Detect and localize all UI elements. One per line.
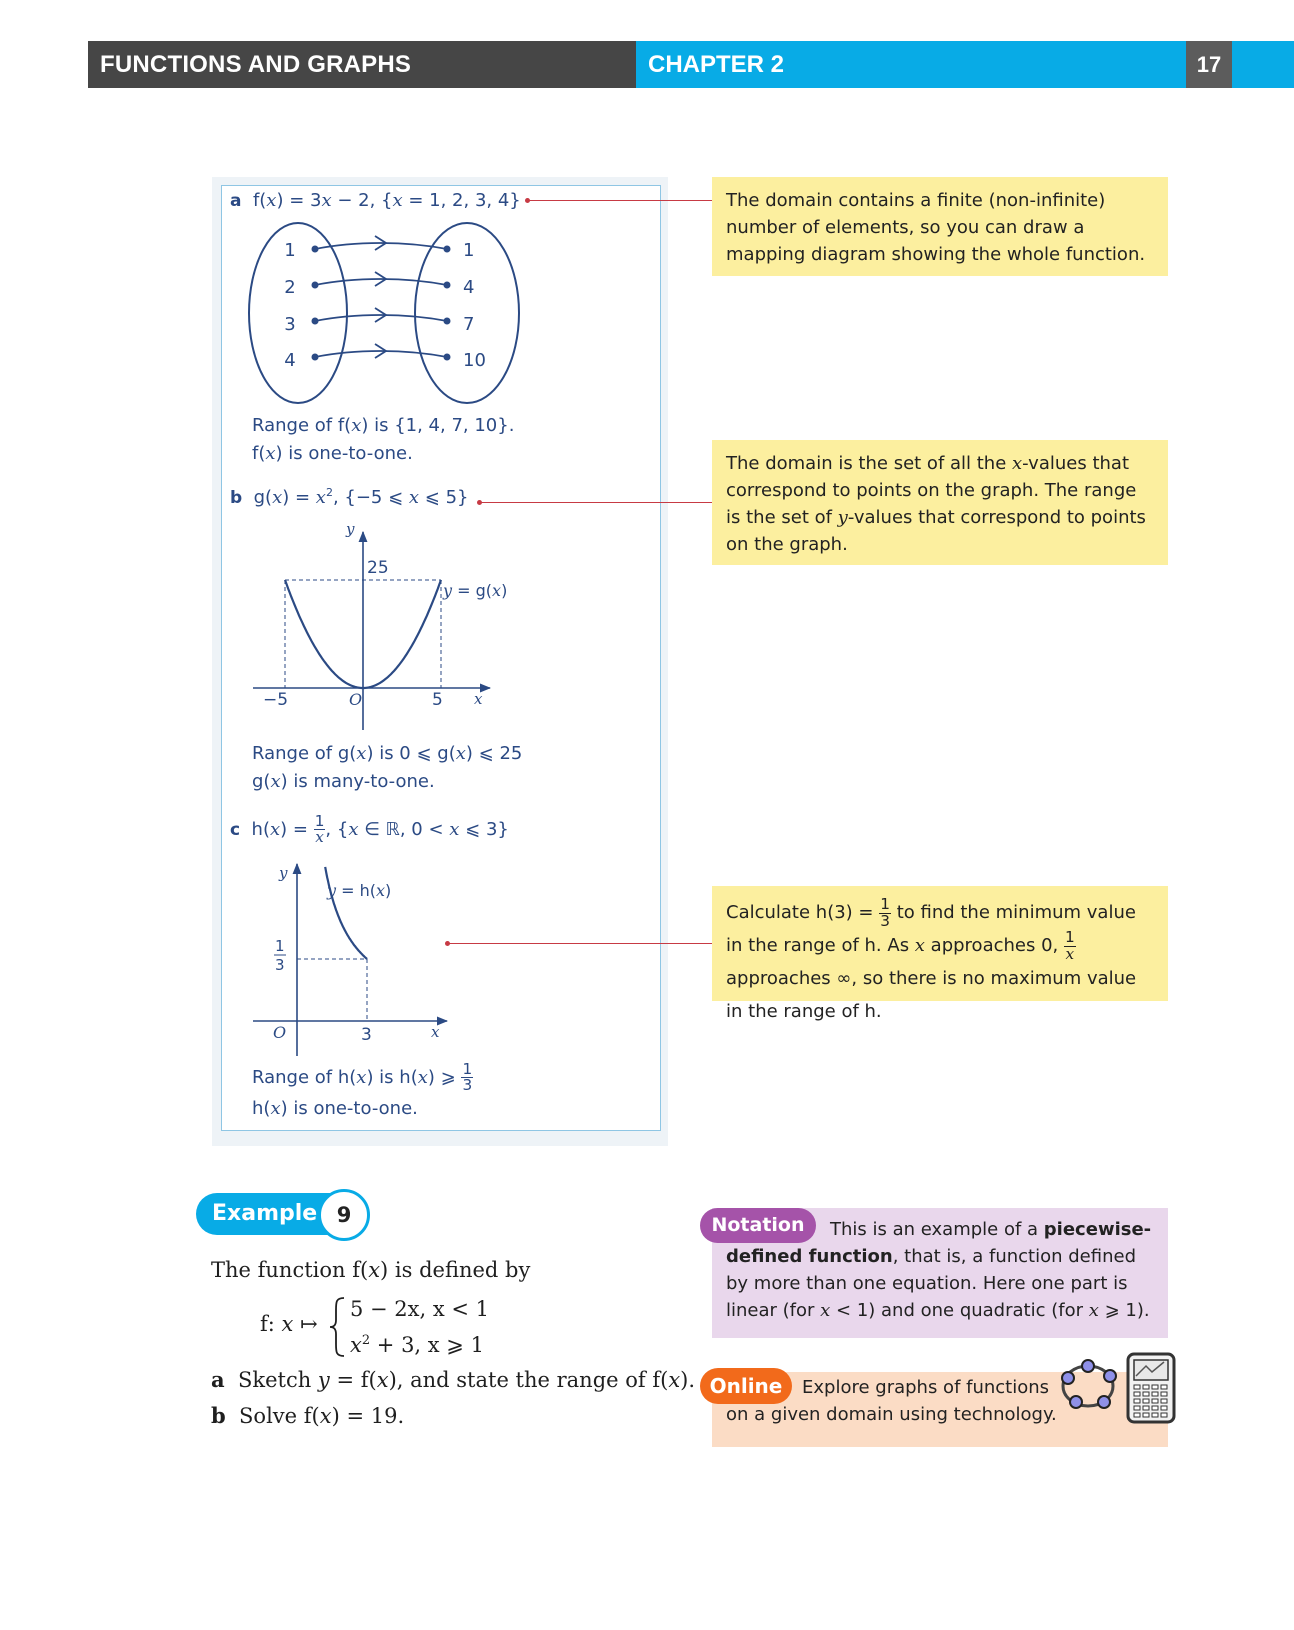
calculator-key [1143,1392,1149,1396]
calculator-icon [1126,1352,1178,1424]
calculator-key [1134,1406,1140,1410]
mapping-point [312,318,319,325]
part-b-heading: b $g(x) = x^2$, {−5 ⩽ x ⩽ 5} [230,486,469,508]
mapping-point [444,318,451,325]
part-b-range-text: Range of g(x) is 0 ⩽ g(x) ⩽ 25 g(x) is many-to-one. [252,743,523,792]
domain-1: 1 [284,240,296,261]
notation-text: This is an example of a piecewise-defined function, that is, a function defined by more than one equation. Here one part is linear (for x < 1) and one quadratic (for x ⩾ 1). [726,1219,1152,1321]
calculator-key [1161,1392,1167,1396]
mapping-point [444,354,451,361]
y-tick-den: 3 [275,956,285,974]
leader-line-c [448,943,712,944]
curve-label-h: y = h(x) [327,881,392,900]
mapping-diagram [245,218,545,408]
y-axis-label: y [346,520,355,538]
calculator-key [1152,1392,1158,1396]
origin-label: O [273,1023,287,1042]
x-tick-5: 5 [432,690,443,710]
calculator-key [1161,1406,1167,1410]
running-title: FUNCTIONS AND GRAPHS [88,41,636,88]
y-tick-num: 1 [275,937,285,955]
range-1: 1 [463,240,475,261]
range-3: 7 [463,314,475,335]
part-a-range-text: Range of f(x) is {1, 4, 7, 10}. f(x) is one-to-one. [252,415,515,464]
leader-line-b [480,502,712,503]
calculator-key [1152,1385,1158,1389]
mapping-point [312,354,319,361]
leader-line-a [528,200,712,201]
calculator-key [1161,1413,1167,1417]
calculator-key [1161,1385,1167,1389]
calculator-key [1143,1413,1149,1417]
range-4: 10 [463,350,486,371]
part-a-heading: a f(x) = 3x − 2, {x = 1, 2, 3, 4} [230,190,521,211]
calculator-key [1161,1399,1167,1403]
calculator-key [1134,1399,1140,1403]
y-axis-label: y [279,864,288,882]
mapping-point [312,246,319,253]
calculator-key [1134,1392,1140,1396]
calculator-key [1143,1406,1149,1410]
note-a: The domain contains a finite (non-infinite) number of elements, so you can draw a mapping diagram showing the whole function. [712,177,1168,276]
mapping-point [444,246,451,253]
header-accent [1232,41,1294,88]
page-number: 17 [1186,41,1232,88]
x-axis-label: x [431,1023,440,1041]
question-b: b Solve f(x) = 19. [211,1403,405,1428]
range-2: 4 [463,277,475,298]
note-b: The domain is the set of all the x-values that correspond to points on the graph. The range is the set of y-values that correspond to points on the graph. [712,440,1168,565]
y-tick-25: 25 [367,558,389,578]
question-a: a Sketch y = f(x), and state the range of f(x). [211,1367,696,1392]
x-tick-neg5: −5 [263,690,289,710]
x-tick-3: 3 [361,1025,372,1045]
graph-g [245,520,535,730]
example-mapping: f: x ↦ [260,1312,318,1336]
piecewise-brace [328,1296,348,1358]
curve-label-g: y = g(x) [443,581,508,600]
example-questions [211,1362,695,1434]
piecewise-cases: 5 − 2x, x < 1 $x^2 + 3$, x ⩾ 1 [350,1297,490,1357]
domain-4: 4 [284,350,296,371]
domain-2: 2 [284,277,296,298]
example-intro: The function f(x) is defined by [211,1258,531,1282]
part-c-heading: c h(x) = $\frac{1}{x}$ , {x ∈ ℝ, 0 < x ⩽ 3} [230,812,509,847]
note-c: Calculate h(3) = $\frac{1}{3}$ to find the minimum value in the range of h. As x approaches 0, $\frac{1}{x}$ approaches ∞, so there is no maximum value in the range of h. [712,886,1168,1001]
online-tag: Online [700,1368,792,1404]
graph-h [245,858,465,1060]
notation-tag: Notation [700,1208,816,1243]
mapping-point [444,282,451,289]
mapping-point [312,282,319,289]
example-number: 9 [318,1189,370,1241]
calculator-key [1134,1413,1140,1417]
domain-ellipse [249,223,347,403]
calculator-key [1152,1413,1158,1417]
origin-label: O [349,690,363,709]
geogebra-icon [1056,1356,1120,1418]
calculator-key [1152,1406,1158,1410]
calculator-key [1134,1385,1140,1389]
x-axis-label: x [474,690,483,708]
domain-3: 3 [284,314,296,335]
part-c-range-text: Range of h(x) is h(x) ⩾ $\frac{1}{3}$ h(x) is one-to-one. [252,1060,473,1119]
example-label: Example [196,1193,334,1235]
online-text: Explore graphs of functions on a given domain using technology. [726,1377,1057,1425]
calculator-key [1152,1399,1158,1403]
calculator-key [1143,1385,1149,1389]
chapter-label: CHAPTER 2 [636,41,1186,88]
calculator-key [1143,1399,1149,1403]
